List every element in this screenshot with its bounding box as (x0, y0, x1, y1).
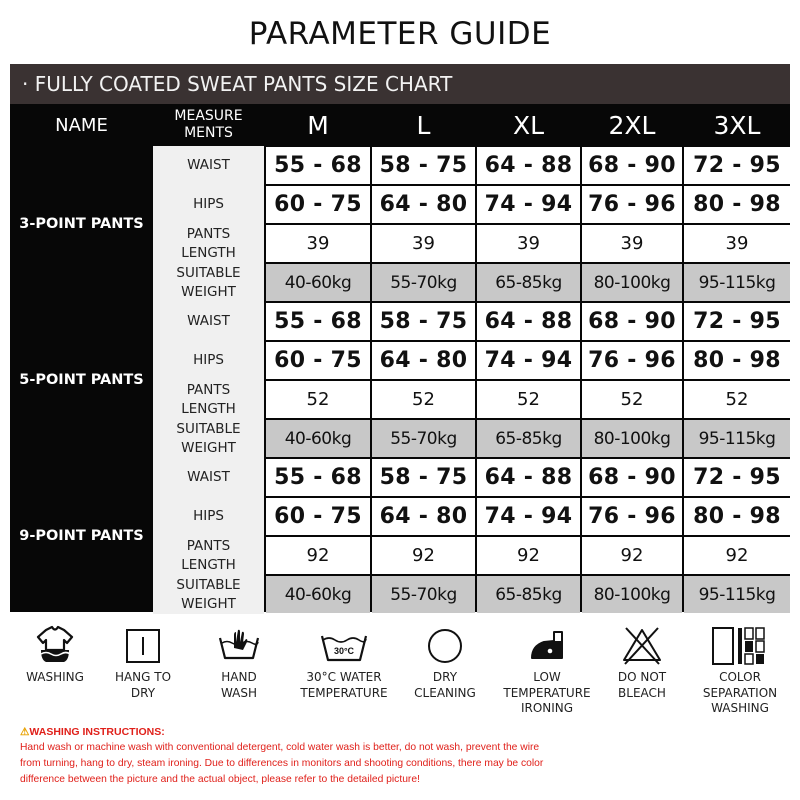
table-cell-hips: 60 - 75 (266, 498, 370, 535)
table-cell-suitable-weight: 80-100kg (582, 420, 682, 457)
table-cell-hips: 74 - 94 (477, 186, 580, 223)
care-item-water-temperature (295, 620, 393, 720)
table-cell-waist: 68 - 90 (582, 303, 682, 340)
table-cell-suitable-weight: 40-60kg (266, 264, 370, 301)
table-cell-hips: 64 - 80 (372, 342, 475, 379)
low-iron-icon (524, 624, 570, 668)
table-cell-waist: 58 - 75 (372, 147, 475, 184)
table-cell-hips: 74 - 94 (477, 342, 580, 379)
care-label: HANG TO DRY (114, 670, 172, 700)
size-chart-subtitle: · FULLY COATED SWEAT PANTS SIZE CHART (10, 64, 790, 104)
table-cell-suitable-weight: 55-70kg (372, 576, 475, 613)
measure-label-hips: HIPS (153, 497, 264, 536)
table-cell-waist: 72 - 95 (684, 303, 790, 340)
table-cell-hips: 76 - 96 (582, 342, 682, 379)
table-header (10, 104, 790, 146)
measure-label-pants-length: PANTS LENGTH (153, 224, 264, 263)
warning-icon: ⚠ (20, 726, 30, 738)
care-label: HAND WASH (220, 670, 258, 700)
hand-wash-icon (216, 624, 262, 668)
header-size-l: L (416, 110, 431, 140)
table-cell-hips: 60 - 75 (266, 186, 370, 223)
header-measure-line1: MEASURE (174, 108, 243, 124)
care-label: 30°C WATER TEMPERATURE (300, 670, 388, 700)
group-name: 3-POINT PANTS (19, 216, 144, 232)
table-cell-hips: 76 - 96 (582, 186, 682, 223)
table-cell-pants-length: 92 (266, 537, 370, 574)
group-name: 9-POINT PANTS (19, 528, 144, 544)
table-cell-suitable-weight: 80-100kg (582, 264, 682, 301)
measure-label-suitable-weight: SUITABLE WEIGHT (153, 419, 264, 458)
measure-label-suitable-weight: SUITABLE WEIGHT (153, 263, 264, 302)
measure-label-hips: HIPS (153, 185, 264, 224)
table-cell-waist: 72 - 95 (684, 147, 790, 184)
header-name: NAME (55, 114, 108, 136)
header-size-3xl: 3XL (713, 110, 761, 140)
table-cell-pants-length: 52 (266, 381, 370, 418)
washing-instructions-title: ⚠WASHING INSTRUCTIONS: (20, 726, 165, 738)
table-cell-suitable-weight: 95-115kg (684, 420, 790, 457)
care-label: DRY CLEANING (414, 670, 476, 700)
table-cell-waist: 55 - 68 (266, 459, 370, 496)
table-cell-hips: 80 - 98 (684, 498, 790, 535)
table-cell-pants-length: 39 (266, 225, 370, 262)
color-separation-icon (711, 624, 769, 668)
table-cell-pants-length: 52 (582, 381, 682, 418)
table-cell-hips: 80 - 98 (684, 186, 790, 223)
table-cell-suitable-weight: 40-60kg (266, 576, 370, 613)
table-cell-pants-length: 92 (582, 537, 682, 574)
header-size-xl: XL (512, 110, 545, 140)
water-temperature-text: 30°C (333, 646, 355, 656)
table-cell-suitable-weight: 95-115kg (684, 264, 790, 301)
table-cell-suitable-weight: 80-100kg (582, 576, 682, 613)
table-cell-hips: 64 - 80 (372, 186, 475, 223)
table-cell-waist: 68 - 90 (582, 147, 682, 184)
table-cell-waist: 58 - 75 (372, 303, 475, 340)
table-cell-suitable-weight: 55-70kg (372, 264, 475, 301)
page-title: PARAMETER GUIDE (248, 16, 552, 52)
care-item-hang-dry (94, 620, 192, 720)
care-item-low-iron (498, 620, 596, 720)
care-label: WASHING (26, 670, 84, 684)
dry-cleaning-icon (422, 624, 468, 668)
washing-icon (32, 624, 78, 668)
care-item-color-separation (691, 620, 789, 720)
table-cell-pants-length: 39 (477, 225, 580, 262)
table-cell-pants-length: 92 (684, 537, 790, 574)
table-cell-pants-length: 92 (372, 537, 475, 574)
table-cell-suitable-weight: 65-85kg (477, 264, 580, 301)
care-item-dry-cleaning (396, 620, 494, 720)
washing-instructions-text (20, 740, 600, 789)
header-size-2xl: 2XL (608, 110, 656, 140)
table-cell-waist: 68 - 90 (582, 459, 682, 496)
care-label: DO NOT BLEACH (617, 670, 667, 700)
group-name: 5-POINT PANTS (19, 372, 144, 388)
table-cell-waist: 72 - 95 (684, 459, 790, 496)
measure-label-waist: WAIST (153, 458, 264, 497)
table-cell-waist: 55 - 68 (266, 147, 370, 184)
table-cell-pants-length: 52 (477, 381, 580, 418)
header-measure-line2: MENTS (184, 125, 233, 141)
table-cell-pants-length: 52 (372, 381, 475, 418)
measure-label-hips: HIPS (153, 341, 264, 380)
hang-dry-icon (120, 624, 166, 668)
table-cell-hips: 76 - 96 (582, 498, 682, 535)
table-cell-suitable-weight: 65-85kg (477, 420, 580, 457)
table-cell-hips: 60 - 75 (266, 342, 370, 379)
measure-label-waist: WAIST (153, 302, 264, 341)
care-item-no-bleach (593, 620, 691, 720)
table-cell-pants-length: 39 (582, 225, 682, 262)
table-cell-waist: 64 - 88 (477, 303, 580, 340)
table-cell-suitable-weight: 95-115kg (684, 576, 790, 613)
size-table (10, 146, 790, 612)
table-cell-waist: 64 - 88 (477, 147, 580, 184)
table-cell-waist: 64 - 88 (477, 459, 580, 496)
table-cell-waist: 55 - 68 (266, 303, 370, 340)
care-label: LOW TEMPERATURE IRONING (503, 670, 591, 715)
care-item-washing (6, 620, 104, 720)
care-icons-row (10, 620, 790, 720)
washing-instructions-line: difference between the picture and the actual object, please refer to the detailed picture! (20, 774, 420, 786)
washing-instructions-line: Hand wash or machine wash with conventional detergent, cold water wash is better, do not wash, prevent the wire (20, 742, 540, 753)
measure-label-pants-length: PANTS LENGTH (153, 380, 264, 419)
table-cell-hips: 80 - 98 (684, 342, 790, 379)
table-cell-pants-length: 52 (684, 381, 790, 418)
no-bleach-icon (619, 624, 665, 668)
water-temperature-icon (318, 624, 370, 668)
table-cell-suitable-weight: 40-60kg (266, 420, 370, 457)
table-cell-suitable-weight: 55-70kg (372, 420, 475, 457)
table-cell-hips: 74 - 94 (477, 498, 580, 535)
table-cell-suitable-weight: 65-85kg (477, 576, 580, 613)
table-cell-waist: 58 - 75 (372, 459, 475, 496)
header-size-m: M (307, 110, 329, 140)
care-label: COLOR SEPARATION WASHING (702, 670, 778, 715)
table-cell-hips: 64 - 80 (372, 498, 475, 535)
measure-label-suitable-weight: SUITABLE WEIGHT (153, 575, 264, 614)
table-cell-pants-length: 39 (684, 225, 790, 262)
table-cell-pants-length: 39 (372, 225, 475, 262)
measure-label-pants-length: PANTS LENGTH (153, 536, 264, 575)
header-measurements (153, 104, 264, 146)
care-item-hand-wash (190, 620, 288, 720)
washing-instructions-line: from turning, hang to dry, steam ironing. Due to differences in monitors and shooting conditions, there may be color (20, 758, 544, 770)
table-cell-pants-length: 92 (477, 537, 580, 574)
measure-label-waist: WAIST (153, 146, 264, 185)
